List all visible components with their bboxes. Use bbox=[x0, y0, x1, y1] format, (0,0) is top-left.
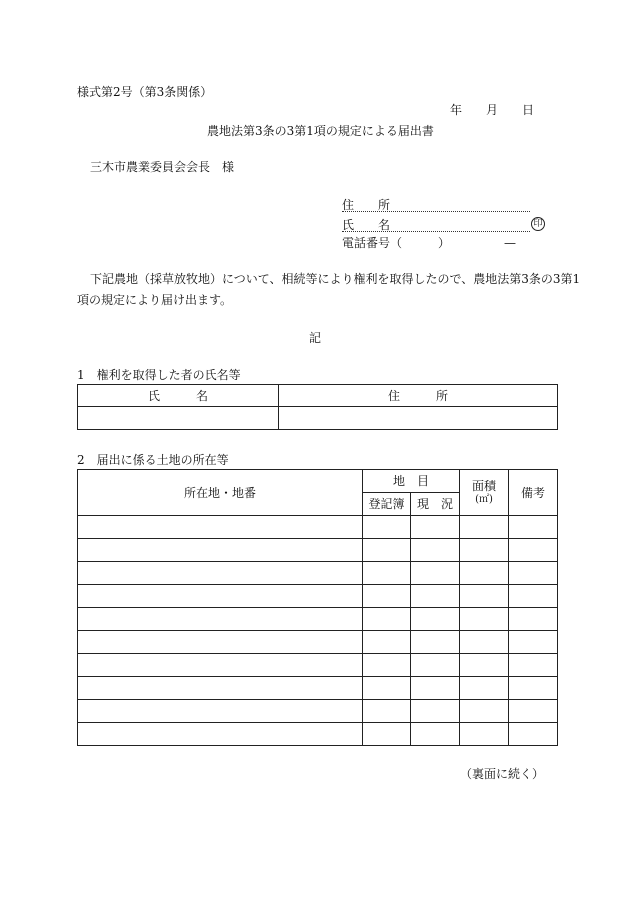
ki-label: 記 bbox=[309, 331, 322, 345]
col-current-header: 現 況 bbox=[411, 493, 460, 516]
col-area-unit: (㎡) bbox=[475, 493, 493, 505]
form-number: 様式第2号（第3条関係） bbox=[77, 85, 213, 99]
table-row bbox=[78, 677, 558, 700]
name-label: 氏 名 bbox=[342, 218, 391, 232]
body-line-1: 下記農地（採草放牧地）について、相続等により権利を取得したので、農地法第3条の3第1 bbox=[90, 272, 581, 286]
col-registry-header: 登記簿 bbox=[363, 493, 411, 516]
col-area-header bbox=[460, 470, 509, 516]
section-2-table bbox=[77, 469, 558, 746]
address-cell[interactable] bbox=[279, 407, 558, 430]
name-line bbox=[342, 231, 530, 232]
continued-note: （裏面に続く） bbox=[460, 767, 545, 781]
seal-mark: 印 bbox=[531, 217, 545, 231]
table-row bbox=[78, 562, 558, 585]
address-label: 住 所 bbox=[342, 198, 391, 212]
table-row bbox=[78, 585, 558, 608]
date-month: 月 bbox=[486, 103, 499, 117]
col-area-label: 面積 bbox=[472, 478, 497, 493]
phone-label: 電話番号（ ） — bbox=[342, 236, 517, 250]
body-line-2: 項の規定により届け出ます。 bbox=[77, 293, 233, 307]
col-location-header: 所在地・地番 bbox=[78, 470, 363, 516]
date-year: 年 bbox=[450, 103, 463, 117]
address-line bbox=[342, 211, 530, 212]
section-1-table bbox=[77, 384, 558, 430]
table-row bbox=[78, 654, 558, 677]
section-1-heading: 1 権利を取得した者の氏名等 bbox=[77, 368, 241, 382]
table-row bbox=[78, 539, 558, 562]
date-day: 日 bbox=[522, 103, 535, 117]
addressee: 三木市農業委員会会長 様 bbox=[90, 160, 235, 174]
col-address-header: 住 所 bbox=[279, 385, 558, 407]
table-row bbox=[78, 700, 558, 723]
document-title: 農地法第3条の3第1項の規定による届出書 bbox=[207, 124, 434, 138]
col-name-header: 氏 名 bbox=[78, 385, 279, 407]
col-land-category-header: 地 目 bbox=[363, 470, 460, 493]
name-cell[interactable] bbox=[78, 407, 279, 430]
table-row bbox=[78, 516, 558, 539]
table-row bbox=[78, 608, 558, 631]
section-2-heading: 2 届出に係る土地の所在等 bbox=[77, 453, 229, 467]
table-row bbox=[78, 631, 558, 654]
col-remarks-header: 備考 bbox=[509, 470, 558, 516]
table-row bbox=[78, 723, 558, 746]
